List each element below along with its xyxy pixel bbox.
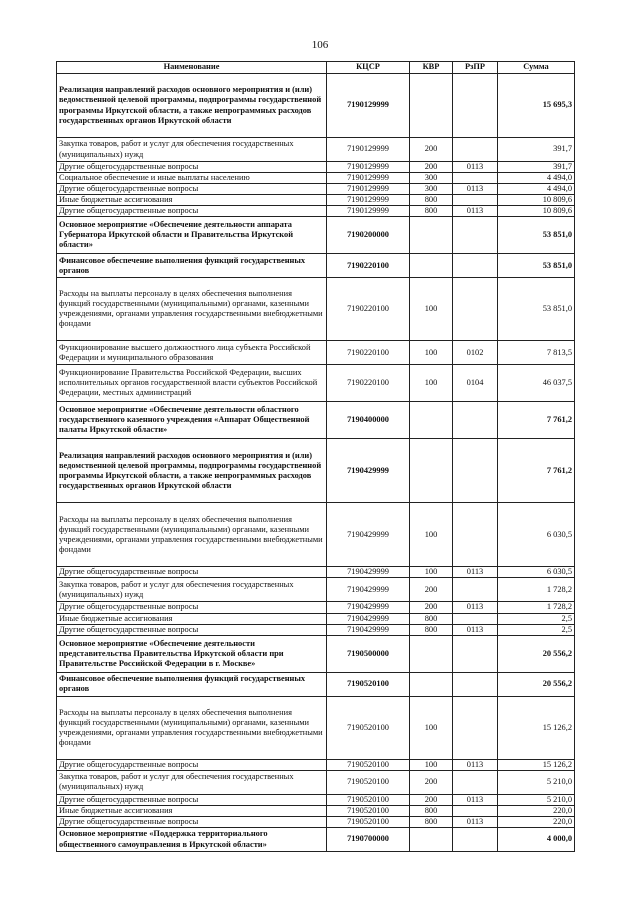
cell-sum: 2,5 — [498, 613, 575, 624]
cell-rzpr: 0113 — [453, 794, 498, 805]
cell-name: Закупка товаров, работ и услуг для обеспечения государственных (муниципальных) нужд — [57, 578, 327, 602]
cell-kcsr: 7190520100 — [327, 672, 410, 696]
cell-kcsr: 7190220100 — [327, 254, 410, 278]
table-header-row — [57, 62, 575, 74]
cell-rzpr: 0104 — [453, 365, 498, 402]
cell-sum: 1 728,2 — [498, 602, 575, 613]
cell-sum: 5 210,0 — [498, 770, 575, 794]
cell-kcsr: 7190500000 — [327, 635, 410, 672]
cell-sum: 7 761,2 — [498, 402, 575, 439]
cell-rzpr — [453, 828, 498, 852]
cell-rzpr: 0113 — [453, 567, 498, 578]
cell-sum: 2,5 — [498, 624, 575, 635]
cell-kvr — [410, 254, 453, 278]
cell-sum: 10 809,6 — [498, 195, 575, 206]
cell-kvr: 100 — [410, 365, 453, 402]
cell-rzpr — [453, 635, 498, 672]
cell-kvr: 800 — [410, 206, 453, 217]
cell-kcsr: 7190129999 — [327, 195, 410, 206]
cell-kcsr: 7190200000 — [327, 217, 410, 254]
cell-sum: 220,0 — [498, 816, 575, 827]
cell-kvr: 100 — [410, 278, 453, 341]
cell-sum: 4 000,0 — [498, 828, 575, 852]
cell-name: Функционирование высшего должностного лица субъекта Российской Федерации и муниципального образования — [57, 341, 327, 365]
cell-name: Социальное обеспечение и иные выплаты населению — [57, 173, 327, 184]
cell-kcsr: 7190429999 — [327, 503, 410, 567]
table-row — [57, 138, 575, 162]
header-sum: Сумма — [498, 62, 575, 74]
table-row — [57, 816, 575, 827]
cell-kcsr: 7190220100 — [327, 341, 410, 365]
table-row — [57, 696, 575, 759]
cell-kvr: 200 — [410, 794, 453, 805]
cell-rzpr: 0113 — [453, 602, 498, 613]
cell-kcsr: 7190520100 — [327, 816, 410, 827]
cell-rzpr — [453, 805, 498, 816]
cell-name: Другие общегосударственные вопросы — [57, 816, 327, 827]
cell-kvr: 300 — [410, 184, 453, 195]
table-row — [57, 217, 575, 254]
table-row — [57, 503, 575, 567]
cell-rzpr: 0113 — [453, 206, 498, 217]
table-row — [57, 770, 575, 794]
cell-kcsr: 7190129999 — [327, 138, 410, 162]
cell-sum: 46 037,5 — [498, 365, 575, 402]
cell-kcsr: 7190520100 — [327, 794, 410, 805]
cell-name: Иные бюджетные ассигнования — [57, 613, 327, 624]
cell-kcsr: 7190429999 — [327, 602, 410, 613]
cell-sum: 20 556,2 — [498, 672, 575, 696]
cell-kcsr: 7190520100 — [327, 770, 410, 794]
cell-kcsr: 7190129999 — [327, 184, 410, 195]
cell-name: Реализация направлений расходов основного мероприятия и (или) ведомственной целевой программы, подпрограммы государственной программы Иркутской области, а также непрограммных расходов государственных органов Иркутской области — [57, 74, 327, 138]
cell-rzpr — [453, 578, 498, 602]
table-row — [57, 173, 575, 184]
table-row — [57, 162, 575, 173]
header-name: Наименование — [57, 62, 327, 74]
table-row — [57, 254, 575, 278]
cell-sum: 15 126,2 — [498, 759, 575, 770]
cell-rzpr — [453, 770, 498, 794]
cell-sum: 4 494,0 — [498, 173, 575, 184]
table-row — [57, 613, 575, 624]
header-rzpr: РзПР — [453, 62, 498, 74]
cell-name: Основное мероприятие «Обеспечение деятельности представительства Правительства Иркутской области при Правительстве Российской Федерации в г. Москве» — [57, 635, 327, 672]
header-kvr: КВР — [410, 62, 453, 74]
table-row — [57, 602, 575, 613]
cell-kcsr: 7190520100 — [327, 696, 410, 759]
header-kcsr: КЦСР — [327, 62, 410, 74]
table-row — [57, 672, 575, 696]
cell-name: Расходы на выплаты персоналу в целях обеспечения выполнения функций государственными (муниципальными) органами, казенными учреждениями, органами управления государственными внебюджетными фондами — [57, 696, 327, 759]
cell-sum: 10 809,6 — [498, 206, 575, 217]
cell-sum: 391,7 — [498, 138, 575, 162]
cell-name: Основное мероприятие «Поддержка территориального общественного самоуправления в Иркутской области» — [57, 828, 327, 852]
cell-kvr: 200 — [410, 578, 453, 602]
cell-rzpr — [453, 503, 498, 567]
cell-kvr — [410, 828, 453, 852]
cell-sum: 6 030,5 — [498, 567, 575, 578]
cell-kvr: 800 — [410, 613, 453, 624]
table-row — [57, 365, 575, 402]
cell-rzpr — [453, 254, 498, 278]
table-row — [57, 341, 575, 365]
cell-kvr — [410, 74, 453, 138]
table-row — [57, 439, 575, 503]
cell-sum: 7 813,5 — [498, 341, 575, 365]
table-row — [57, 794, 575, 805]
cell-kvr: 200 — [410, 770, 453, 794]
cell-rzpr: 0102 — [453, 341, 498, 365]
cell-rzpr — [453, 672, 498, 696]
cell-kvr: 800 — [410, 624, 453, 635]
cell-name: Функционирование Правительства Российской Федерации, высших исполнительных органов государственной власти субъектов Российской Федерации, местных администраций — [57, 365, 327, 402]
cell-name: Другие общегосударственные вопросы — [57, 624, 327, 635]
cell-kvr: 800 — [410, 195, 453, 206]
cell-rzpr — [453, 402, 498, 439]
cell-kvr: 100 — [410, 341, 453, 365]
cell-name: Другие общегосударственные вопросы — [57, 567, 327, 578]
cell-kvr: 100 — [410, 567, 453, 578]
cell-kvr — [410, 635, 453, 672]
table-row — [57, 402, 575, 439]
cell-kcsr: 7190129999 — [327, 74, 410, 138]
cell-sum: 20 556,2 — [498, 635, 575, 672]
cell-sum: 53 851,0 — [498, 278, 575, 341]
cell-kvr: 800 — [410, 816, 453, 827]
cell-rzpr — [453, 278, 498, 341]
cell-name: Основное мероприятие «Обеспечение деятельности областного государственного казенного учреждения «Аппарат Общественной палаты Иркутской области» — [57, 402, 327, 439]
cell-sum: 5 210,0 — [498, 794, 575, 805]
cell-kvr: 300 — [410, 173, 453, 184]
cell-kcsr: 7190220100 — [327, 278, 410, 341]
cell-sum: 220,0 — [498, 805, 575, 816]
cell-kcsr: 7190429999 — [327, 439, 410, 503]
budget-table — [56, 61, 575, 852]
cell-sum: 53 851,0 — [498, 254, 575, 278]
cell-kvr: 100 — [410, 759, 453, 770]
table-row — [57, 578, 575, 602]
cell-kcsr: 7190129999 — [327, 206, 410, 217]
cell-name: Иные бюджетные ассигнования — [57, 195, 327, 206]
cell-kcsr: 7190429999 — [327, 578, 410, 602]
cell-sum: 6 030,5 — [498, 503, 575, 567]
table-row — [57, 805, 575, 816]
cell-kcsr: 7190129999 — [327, 173, 410, 184]
cell-rzpr — [453, 613, 498, 624]
table-row — [57, 74, 575, 138]
cell-kvr: 100 — [410, 696, 453, 759]
cell-rzpr: 0113 — [453, 624, 498, 635]
cell-sum: 15 695,3 — [498, 74, 575, 138]
cell-name: Финансовое обеспечение выполнения функций государственных органов — [57, 254, 327, 278]
cell-kvr: 200 — [410, 602, 453, 613]
table-row — [57, 624, 575, 635]
cell-kcsr: 7190700000 — [327, 828, 410, 852]
table-row — [57, 206, 575, 217]
cell-rzpr — [453, 173, 498, 184]
cell-kcsr: 7190429999 — [327, 567, 410, 578]
cell-kvr — [410, 402, 453, 439]
cell-name: Закупка товаров, работ и услуг для обеспечения государственных (муниципальных) нужд — [57, 770, 327, 794]
cell-rzpr: 0113 — [453, 759, 498, 770]
cell-kcsr: 7190520100 — [327, 759, 410, 770]
cell-name: Другие общегосударственные вопросы — [57, 184, 327, 195]
cell-rzpr — [453, 195, 498, 206]
cell-kvr — [410, 217, 453, 254]
cell-kcsr: 7190400000 — [327, 402, 410, 439]
cell-sum: 7 761,2 — [498, 439, 575, 503]
cell-name: Другие общегосударственные вопросы — [57, 206, 327, 217]
cell-name: Закупка товаров, работ и услуг для обеспечения государственных (муниципальных) нужд — [57, 138, 327, 162]
cell-name: Другие общегосударственные вопросы — [57, 759, 327, 770]
cell-name: Иные бюджетные ассигнования — [57, 805, 327, 816]
cell-rzpr — [453, 138, 498, 162]
cell-rzpr: 0113 — [453, 162, 498, 173]
cell-kvr: 800 — [410, 805, 453, 816]
cell-kcsr: 7190429999 — [327, 613, 410, 624]
cell-rzpr: 0113 — [453, 184, 498, 195]
cell-rzpr — [453, 217, 498, 254]
cell-kcsr: 7190429999 — [327, 624, 410, 635]
page-number: 106 — [311, 39, 329, 51]
cell-kvr — [410, 439, 453, 503]
table-row — [57, 195, 575, 206]
cell-name: Расходы на выплаты персоналу в целях обеспечения выполнения функций государственными (муниципальными) органами, казенными учреждениями, органами управления государственными внебюджетными фондами — [57, 278, 327, 341]
cell-name: Расходы на выплаты персоналу в целях обеспечения выполнения функций государственными (муниципальными) органами, казенными учреждениями, органами управления государственными внебюджетными фондами — [57, 503, 327, 567]
cell-sum: 1 728,2 — [498, 578, 575, 602]
cell-kvr: 100 — [410, 503, 453, 567]
cell-rzpr — [453, 74, 498, 138]
cell-kcsr: 7190520100 — [327, 805, 410, 816]
table-row — [57, 184, 575, 195]
table-row — [57, 828, 575, 852]
cell-name: Другие общегосударственные вопросы — [57, 162, 327, 173]
cell-name: Другие общегосударственные вопросы — [57, 794, 327, 805]
cell-sum: 391,7 — [498, 162, 575, 173]
table-row — [57, 759, 575, 770]
cell-kvr — [410, 672, 453, 696]
cell-rzpr — [453, 439, 498, 503]
cell-kcsr: 7190129999 — [327, 162, 410, 173]
table-row — [57, 567, 575, 578]
cell-rzpr — [453, 696, 498, 759]
cell-kcsr: 7190220100 — [327, 365, 410, 402]
cell-rzpr: 0113 — [453, 816, 498, 827]
table-row — [57, 635, 575, 672]
cell-name: Другие общегосударственные вопросы — [57, 602, 327, 613]
table-row — [57, 278, 575, 341]
cell-name: Основное мероприятие «Обеспечение деятельности аппарата Губернатора Иркутской области и Правительства Иркутской области» — [57, 217, 327, 254]
cell-name: Реализация направлений расходов основного мероприятия и (или) ведомственной целевой программы, подпрограммы государственной программы Иркутской области, а также непрограммных расходов государственных органов Иркутской области — [57, 439, 327, 503]
cell-kvr: 200 — [410, 162, 453, 173]
cell-kvr: 200 — [410, 138, 453, 162]
cell-sum: 4 494,0 — [498, 184, 575, 195]
cell-sum: 15 126,2 — [498, 696, 575, 759]
cell-sum: 53 851,0 — [498, 217, 575, 254]
cell-name: Финансовое обеспечение выполнения функций государственных органов — [57, 672, 327, 696]
